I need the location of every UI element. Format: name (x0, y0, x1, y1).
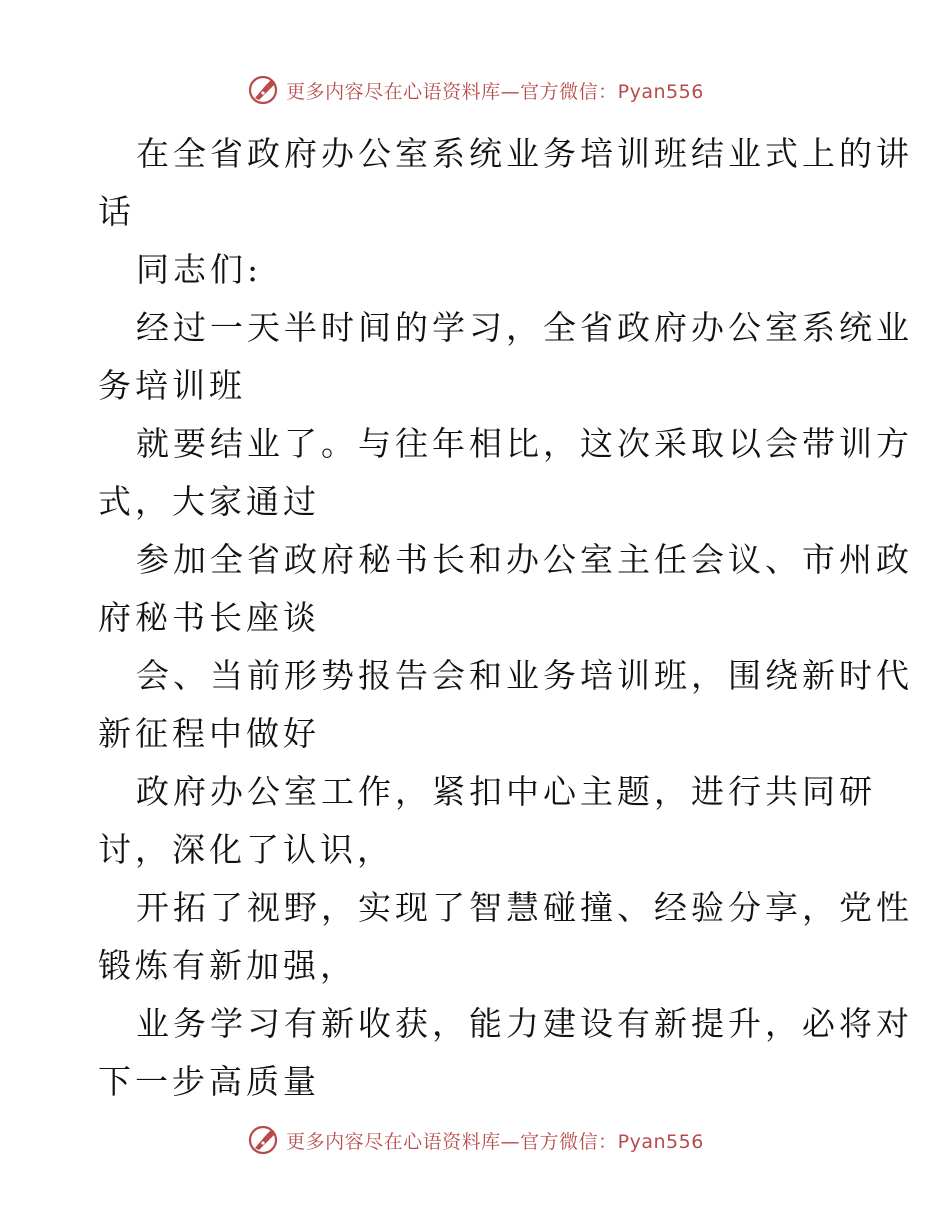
paragraph (98, 415, 913, 531)
paragraph (98, 879, 913, 995)
paragraph-line: 下一步高质量 (98, 1062, 320, 1101)
paragraph-line: 会、当前形势报告会和业务培训班，围绕新时代 (136, 656, 913, 695)
paragraph-line: 讨，深化了认识， (98, 830, 394, 869)
paragraph-line: 就要结业了。与往年相比，这次采取以会带训方 (136, 424, 913, 463)
paragraph-line: 同志们: (136, 250, 263, 289)
paragraph (98, 763, 876, 879)
paragraph-line: 政府办公室工作，紧扣中心主题，进行共同研 (136, 772, 876, 811)
paragraph-line: 参加全省政府秘书长和办公室主任会议、市州政 (136, 540, 913, 579)
pen-nib-logo-icon (246, 1123, 280, 1157)
paragraph-title (98, 125, 913, 241)
paragraph-line: 式，大家通过 (98, 482, 320, 521)
paragraph-line: 锻炼有新加强， (98, 946, 357, 985)
paragraph-line: 业务学习有新收获，能力建设有新提升，必将对 (136, 1004, 913, 1043)
paragraph-line: 府秘书长座谈 (98, 598, 320, 637)
banner-text: 更多内容尽在心语资料库—官方微信：Pyan556 (286, 1130, 704, 1153)
pen-nib-logo-icon (246, 73, 280, 107)
paragraph-line: 务培训班 (98, 366, 246, 405)
paragraph-line: 开拓了视野，实现了智慧碰撞、经验分享，党性 (136, 888, 913, 927)
paragraph-line: 在全省政府办公室系统业务培训班结业式上的讲 (136, 134, 913, 173)
banner-text: 更多内容尽在心语资料库—官方微信：Pyan556 (286, 80, 704, 103)
header-banner (0, 68, 950, 112)
paragraph (98, 995, 913, 1111)
paragraph (98, 647, 913, 763)
paragraph-line: 经过一天半时间的学习，全省政府办公室系统业 (136, 308, 913, 347)
paragraph-line: 新征程中做好 (98, 714, 320, 753)
paragraph-salutation (98, 241, 858, 299)
paragraph (98, 531, 913, 647)
footer-banner (0, 1118, 950, 1162)
paragraph (98, 299, 913, 415)
document-body (98, 125, 913, 1111)
paragraph-line: 话 (98, 192, 135, 231)
